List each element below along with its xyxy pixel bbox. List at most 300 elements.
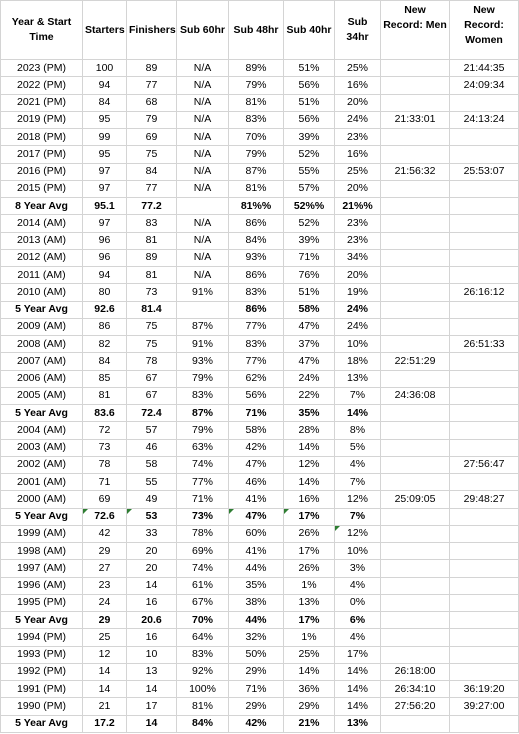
sub34-cell[interactable]: 16% (335, 146, 381, 163)
sub34-cell[interactable]: 10% (335, 336, 381, 353)
finishers-cell[interactable]: 46 (127, 439, 177, 456)
record-men-cell[interactable] (381, 715, 450, 732)
sub48-cell[interactable]: 77% (229, 318, 284, 335)
record-women-cell[interactable] (450, 508, 519, 525)
sub48-cell[interactable]: 62% (229, 370, 284, 387)
record-men-cell[interactable] (381, 456, 450, 473)
starters-cell[interactable]: 86 (83, 318, 127, 335)
record-women-cell[interactable] (450, 663, 519, 680)
sub48-cell[interactable]: 86% (229, 215, 284, 232)
sub40-cell[interactable]: 56% (284, 77, 335, 94)
starters-cell[interactable]: 42 (83, 525, 127, 542)
record-women-cell[interactable] (450, 215, 519, 232)
sub48-cell[interactable]: 86% (229, 301, 284, 318)
sub40-cell[interactable]: 51% (284, 94, 335, 111)
sub40-cell[interactable]: 12% (284, 456, 335, 473)
sub60-cell[interactable]: 83% (177, 646, 229, 663)
sub40-cell[interactable]: 52% (284, 215, 335, 232)
sub40-cell[interactable]: 24% (284, 370, 335, 387)
sub60-cell[interactable]: N/A (177, 232, 229, 249)
starters-cell[interactable]: 17.2 (83, 715, 127, 732)
sub48-cell[interactable]: 38% (229, 594, 284, 611)
sub48-cell[interactable]: 71% (229, 681, 284, 698)
sub34-cell[interactable]: 23% (335, 215, 381, 232)
record-men-cell[interactable]: 25:09:05 (381, 491, 450, 508)
sub40-cell[interactable]: 17% (284, 508, 335, 525)
sub40-cell[interactable]: 37% (284, 336, 335, 353)
record-men-cell[interactable] (381, 646, 450, 663)
record-women-cell[interactable] (450, 301, 519, 318)
record-women-cell[interactable] (450, 577, 519, 594)
record-men-cell[interactable]: 21:56:32 (381, 163, 450, 180)
record-men-cell[interactable] (381, 525, 450, 542)
sub60-cell[interactable]: 100% (177, 681, 229, 698)
sub40-cell[interactable]: 17% (284, 543, 335, 560)
sub48-cell[interactable]: 81% (229, 94, 284, 111)
sub40-cell[interactable]: 16% (284, 491, 335, 508)
record-men-cell[interactable] (381, 198, 450, 215)
finishers-cell[interactable]: 20.6 (127, 612, 177, 629)
year-cell[interactable]: 1992 (PM) (1, 663, 83, 680)
record-women-cell[interactable] (450, 439, 519, 456)
sub48-cell[interactable]: 46% (229, 474, 284, 491)
year-cell[interactable]: 2012 (AM) (1, 249, 83, 266)
finishers-cell[interactable]: 73 (127, 284, 177, 301)
starters-cell[interactable]: 80 (83, 284, 127, 301)
sub34-cell[interactable]: 13% (335, 370, 381, 387)
sub40-cell[interactable]: 1% (284, 577, 335, 594)
header-sub-34hr[interactable]: Sub 34hr (335, 1, 381, 60)
record-men-cell[interactable] (381, 94, 450, 111)
sub48-cell[interactable]: 58% (229, 422, 284, 439)
record-women-cell[interactable]: 24:09:34 (450, 77, 519, 94)
finishers-cell[interactable]: 78 (127, 353, 177, 370)
sub48-cell[interactable]: 86% (229, 267, 284, 284)
record-women-cell[interactable] (450, 594, 519, 611)
sub48-cell[interactable]: 32% (229, 629, 284, 646)
sub40-cell[interactable]: 22% (284, 387, 335, 404)
sub40-cell[interactable]: 39% (284, 129, 335, 146)
sub40-cell[interactable]: 52% (284, 146, 335, 163)
sub48-cell[interactable]: 87% (229, 163, 284, 180)
sub34-cell[interactable]: 14% (335, 405, 381, 422)
record-men-cell[interactable] (381, 508, 450, 525)
year-cell[interactable]: 2015 (PM) (1, 180, 83, 197)
record-women-cell[interactable] (450, 387, 519, 404)
record-women-cell[interactable]: 24:13:24 (450, 111, 519, 128)
header-starters[interactable]: Starters (83, 1, 127, 60)
finishers-cell[interactable]: 17 (127, 698, 177, 715)
record-women-cell[interactable] (450, 715, 519, 732)
sub60-cell[interactable]: 92% (177, 663, 229, 680)
sub34-cell[interactable]: 20% (335, 180, 381, 197)
record-men-cell[interactable] (381, 249, 450, 266)
starters-cell[interactable]: 94 (83, 77, 127, 94)
sub40-cell[interactable]: 28% (284, 422, 335, 439)
sub40-cell[interactable]: 57% (284, 180, 335, 197)
year-cell[interactable]: 2002 (AM) (1, 456, 83, 473)
sub40-cell[interactable]: 29% (284, 698, 335, 715)
sub60-cell[interactable]: N/A (177, 77, 229, 94)
finishers-cell[interactable]: 49 (127, 491, 177, 508)
sub60-cell[interactable]: 87% (177, 318, 229, 335)
sub60-cell[interactable]: N/A (177, 129, 229, 146)
record-men-cell[interactable] (381, 543, 450, 560)
sub48-cell[interactable]: 56% (229, 387, 284, 404)
sub60-cell[interactable]: 63% (177, 439, 229, 456)
record-women-cell[interactable] (450, 129, 519, 146)
year-cell[interactable]: 1996 (AM) (1, 577, 83, 594)
sub60-cell[interactable]: N/A (177, 215, 229, 232)
sub60-cell[interactable]: 64% (177, 629, 229, 646)
year-cell[interactable]: 2001 (AM) (1, 474, 83, 491)
sub40-cell[interactable]: 76% (284, 267, 335, 284)
record-women-cell[interactable]: 39:27:00 (450, 698, 519, 715)
sub40-cell[interactable]: 36% (284, 681, 335, 698)
record-men-cell[interactable]: 26:18:00 (381, 663, 450, 680)
sub40-cell[interactable]: 52%% (284, 198, 335, 215)
sub48-cell[interactable]: 29% (229, 663, 284, 680)
finishers-cell[interactable]: 20 (127, 560, 177, 577)
record-men-cell[interactable] (381, 215, 450, 232)
finishers-cell[interactable]: 16 (127, 594, 177, 611)
record-men-cell[interactable] (381, 129, 450, 146)
finishers-cell[interactable]: 20 (127, 543, 177, 560)
sub48-cell[interactable]: 81% (229, 180, 284, 197)
sub48-cell[interactable]: 42% (229, 439, 284, 456)
sub40-cell[interactable]: 25% (284, 646, 335, 663)
finishers-cell[interactable]: 67 (127, 387, 177, 404)
record-women-cell[interactable]: 25:53:07 (450, 163, 519, 180)
sub60-cell[interactable] (177, 198, 229, 215)
finishers-cell[interactable]: 75 (127, 318, 177, 335)
record-men-cell[interactable] (381, 560, 450, 577)
sub40-cell[interactable]: 13% (284, 594, 335, 611)
year-cell[interactable]: 2000 (AM) (1, 491, 83, 508)
finishers-cell[interactable]: 14 (127, 681, 177, 698)
year-cell[interactable]: 1998 (AM) (1, 543, 83, 560)
sub48-cell[interactable]: 44% (229, 612, 284, 629)
starters-cell[interactable]: 14 (83, 663, 127, 680)
sub40-cell[interactable]: 55% (284, 163, 335, 180)
sub34-cell[interactable]: 14% (335, 681, 381, 698)
starters-cell[interactable]: 73 (83, 439, 127, 456)
record-men-cell[interactable] (381, 180, 450, 197)
starters-cell[interactable]: 96 (83, 249, 127, 266)
sub60-cell[interactable]: N/A (177, 163, 229, 180)
starters-cell[interactable]: 97 (83, 215, 127, 232)
starters-cell[interactable]: 71 (83, 474, 127, 491)
record-men-cell[interactable] (381, 474, 450, 491)
sub60-cell[interactable]: 78% (177, 525, 229, 542)
sub60-cell[interactable]: 73% (177, 508, 229, 525)
record-men-cell[interactable]: 24:36:08 (381, 387, 450, 404)
header-sub-60hr[interactable]: Sub 60hr (177, 1, 229, 60)
record-women-cell[interactable] (450, 94, 519, 111)
header-new-record-women[interactable]: New Record: Women (450, 1, 519, 60)
header-finishers[interactable]: Finishers (127, 1, 177, 60)
sub34-cell[interactable]: 24% (335, 301, 381, 318)
record-men-cell[interactable] (381, 146, 450, 163)
sub34-cell[interactable]: 17% (335, 646, 381, 663)
record-women-cell[interactable] (450, 543, 519, 560)
record-women-cell[interactable] (450, 422, 519, 439)
year-cell[interactable]: 2004 (AM) (1, 422, 83, 439)
finishers-cell[interactable]: 81.4 (127, 301, 177, 318)
sub34-cell[interactable]: 7% (335, 508, 381, 525)
year-cell[interactable]: 2013 (AM) (1, 232, 83, 249)
record-men-cell[interactable] (381, 629, 450, 646)
year-cell[interactable]: 5 Year Avg (1, 715, 83, 732)
record-women-cell[interactable] (450, 180, 519, 197)
finishers-cell[interactable]: 69 (127, 129, 177, 146)
sub40-cell[interactable]: 14% (284, 663, 335, 680)
record-women-cell[interactable] (450, 249, 519, 266)
sub34-cell[interactable]: 23% (335, 232, 381, 249)
year-cell[interactable]: 2018 (PM) (1, 129, 83, 146)
sub60-cell[interactable]: 83% (177, 387, 229, 404)
record-men-cell[interactable] (381, 439, 450, 456)
sub34-cell[interactable]: 10% (335, 543, 381, 560)
starters-cell[interactable]: 78 (83, 456, 127, 473)
record-women-cell[interactable] (450, 405, 519, 422)
sub34-cell[interactable]: 14% (335, 698, 381, 715)
sub40-cell[interactable]: 51% (284, 60, 335, 77)
record-men-cell[interactable]: 22:51:29 (381, 353, 450, 370)
sub60-cell[interactable]: 84% (177, 715, 229, 732)
starters-cell[interactable]: 27 (83, 560, 127, 577)
record-men-cell[interactable] (381, 284, 450, 301)
year-cell[interactable]: 2019 (PM) (1, 111, 83, 128)
sub40-cell[interactable]: 26% (284, 525, 335, 542)
starters-cell[interactable]: 97 (83, 180, 127, 197)
record-men-cell[interactable] (381, 232, 450, 249)
year-cell[interactable]: 2023 (PM) (1, 60, 83, 77)
year-cell[interactable]: 1991 (PM) (1, 681, 83, 698)
finishers-cell[interactable]: 79 (127, 111, 177, 128)
finishers-cell[interactable]: 89 (127, 60, 177, 77)
sub34-cell[interactable]: 24% (335, 111, 381, 128)
sub60-cell[interactable]: 69% (177, 543, 229, 560)
sub34-cell[interactable]: 14% (335, 663, 381, 680)
sub40-cell[interactable]: 39% (284, 232, 335, 249)
year-cell[interactable]: 5 Year Avg (1, 508, 83, 525)
sub60-cell[interactable]: 74% (177, 560, 229, 577)
record-women-cell[interactable] (450, 232, 519, 249)
sub40-cell[interactable]: 51% (284, 284, 335, 301)
starters-cell[interactable]: 14 (83, 681, 127, 698)
record-women-cell[interactable] (450, 474, 519, 491)
starters-cell[interactable]: 72.6 (83, 508, 127, 525)
year-cell[interactable]: 2021 (PM) (1, 94, 83, 111)
sub34-cell[interactable]: 20% (335, 267, 381, 284)
record-women-cell[interactable]: 29:48:27 (450, 491, 519, 508)
finishers-cell[interactable]: 68 (127, 94, 177, 111)
sub34-cell[interactable]: 25% (335, 60, 381, 77)
record-men-cell[interactable] (381, 405, 450, 422)
year-cell[interactable]: 5 Year Avg (1, 301, 83, 318)
finishers-cell[interactable]: 84 (127, 163, 177, 180)
sub60-cell[interactable]: N/A (177, 111, 229, 128)
sub34-cell[interactable]: 7% (335, 387, 381, 404)
finishers-cell[interactable]: 72.4 (127, 405, 177, 422)
sub60-cell[interactable]: 74% (177, 456, 229, 473)
year-cell[interactable]: 1995 (PM) (1, 594, 83, 611)
starters-cell[interactable]: 81 (83, 387, 127, 404)
sub60-cell[interactable]: 77% (177, 474, 229, 491)
finishers-cell[interactable]: 13 (127, 663, 177, 680)
record-men-cell[interactable] (381, 422, 450, 439)
sub40-cell[interactable]: 26% (284, 560, 335, 577)
finishers-cell[interactable]: 14 (127, 715, 177, 732)
record-women-cell[interactable]: 26:16:12 (450, 284, 519, 301)
sub48-cell[interactable]: 83% (229, 284, 284, 301)
header-sub-40hr[interactable]: Sub 40hr (284, 1, 335, 60)
starters-cell[interactable]: 100 (83, 60, 127, 77)
year-cell[interactable]: 2022 (PM) (1, 77, 83, 94)
sub34-cell[interactable]: 4% (335, 577, 381, 594)
sub48-cell[interactable]: 44% (229, 560, 284, 577)
sub40-cell[interactable]: 17% (284, 612, 335, 629)
starters-cell[interactable]: 69 (83, 491, 127, 508)
sub34-cell[interactable]: 34% (335, 249, 381, 266)
year-cell[interactable]: 2003 (AM) (1, 439, 83, 456)
record-men-cell[interactable] (381, 301, 450, 318)
sub60-cell[interactable]: 87% (177, 405, 229, 422)
sub34-cell[interactable]: 24% (335, 318, 381, 335)
year-cell[interactable]: 1994 (PM) (1, 629, 83, 646)
starters-cell[interactable]: 95.1 (83, 198, 127, 215)
sub34-cell[interactable]: 3% (335, 560, 381, 577)
record-women-cell[interactable] (450, 353, 519, 370)
sub60-cell[interactable]: 79% (177, 422, 229, 439)
record-women-cell[interactable]: 21:44:35 (450, 60, 519, 77)
starters-cell[interactable]: 21 (83, 698, 127, 715)
sub60-cell[interactable]: 91% (177, 336, 229, 353)
sub60-cell[interactable]: N/A (177, 60, 229, 77)
starters-cell[interactable]: 94 (83, 267, 127, 284)
sub60-cell[interactable]: 93% (177, 353, 229, 370)
sub48-cell[interactable]: 83% (229, 111, 284, 128)
sub48-cell[interactable]: 84% (229, 232, 284, 249)
sub34-cell[interactable]: 0% (335, 594, 381, 611)
record-women-cell[interactable] (450, 146, 519, 163)
finishers-cell[interactable]: 77 (127, 77, 177, 94)
sub60-cell[interactable]: N/A (177, 146, 229, 163)
sub34-cell[interactable]: 12% (335, 491, 381, 508)
sub48-cell[interactable]: 35% (229, 577, 284, 594)
starters-cell[interactable]: 82 (83, 336, 127, 353)
starters-cell[interactable]: 95 (83, 111, 127, 128)
record-men-cell[interactable] (381, 370, 450, 387)
record-women-cell[interactable]: 36:19:20 (450, 681, 519, 698)
sub48-cell[interactable]: 47% (229, 508, 284, 525)
finishers-cell[interactable]: 57 (127, 422, 177, 439)
starters-cell[interactable]: 29 (83, 543, 127, 560)
record-men-cell[interactable] (381, 267, 450, 284)
year-cell[interactable]: 2008 (AM) (1, 336, 83, 353)
record-women-cell[interactable] (450, 318, 519, 335)
starters-cell[interactable]: 97 (83, 163, 127, 180)
record-men-cell[interactable]: 21:33:01 (381, 111, 450, 128)
record-women-cell[interactable] (450, 370, 519, 387)
finishers-cell[interactable]: 10 (127, 646, 177, 663)
finishers-cell[interactable]: 33 (127, 525, 177, 542)
sub40-cell[interactable]: 56% (284, 111, 335, 128)
starters-cell[interactable]: 83.6 (83, 405, 127, 422)
record-men-cell[interactable]: 26:34:10 (381, 681, 450, 698)
sub48-cell[interactable]: 60% (229, 525, 284, 542)
sub48-cell[interactable]: 70% (229, 129, 284, 146)
sub48-cell[interactable]: 77% (229, 353, 284, 370)
starters-cell[interactable]: 24 (83, 594, 127, 611)
starters-cell[interactable]: 25 (83, 629, 127, 646)
record-men-cell[interactable] (381, 77, 450, 94)
sub34-cell[interactable]: 12% (335, 525, 381, 542)
year-cell[interactable]: 2016 (PM) (1, 163, 83, 180)
starters-cell[interactable]: 92.6 (83, 301, 127, 318)
year-cell[interactable]: 2011 (AM) (1, 267, 83, 284)
record-women-cell[interactable] (450, 198, 519, 215)
sub34-cell[interactable]: 23% (335, 129, 381, 146)
year-cell[interactable]: 1997 (AM) (1, 560, 83, 577)
sub48-cell[interactable]: 50% (229, 646, 284, 663)
header-year-start-time[interactable]: Year & Start Time (1, 1, 83, 60)
sub60-cell[interactable] (177, 301, 229, 318)
starters-cell[interactable]: 85 (83, 370, 127, 387)
starters-cell[interactable]: 72 (83, 422, 127, 439)
finishers-cell[interactable]: 81 (127, 232, 177, 249)
sub48-cell[interactable]: 41% (229, 543, 284, 560)
finishers-cell[interactable]: 55 (127, 474, 177, 491)
record-men-cell[interactable] (381, 577, 450, 594)
sub48-cell[interactable]: 83% (229, 336, 284, 353)
starters-cell[interactable]: 95 (83, 146, 127, 163)
sub34-cell[interactable]: 20% (335, 94, 381, 111)
sub34-cell[interactable]: 18% (335, 353, 381, 370)
year-cell[interactable]: 2005 (AM) (1, 387, 83, 404)
record-men-cell[interactable] (381, 594, 450, 611)
finishers-cell[interactable]: 14 (127, 577, 177, 594)
finishers-cell[interactable]: 16 (127, 629, 177, 646)
starters-cell[interactable]: 99 (83, 129, 127, 146)
finishers-cell[interactable]: 89 (127, 249, 177, 266)
finishers-cell[interactable]: 75 (127, 336, 177, 353)
sub60-cell[interactable]: N/A (177, 180, 229, 197)
sub60-cell[interactable]: 71% (177, 491, 229, 508)
record-women-cell[interactable]: 26:51:33 (450, 336, 519, 353)
finishers-cell[interactable]: 75 (127, 146, 177, 163)
finishers-cell[interactable]: 77 (127, 180, 177, 197)
year-cell[interactable]: 5 Year Avg (1, 612, 83, 629)
finishers-cell[interactable]: 81 (127, 267, 177, 284)
starters-cell[interactable]: 12 (83, 646, 127, 663)
finishers-cell[interactable]: 67 (127, 370, 177, 387)
sub48-cell[interactable]: 41% (229, 491, 284, 508)
year-cell[interactable]: 2007 (AM) (1, 353, 83, 370)
sub34-cell[interactable]: 5% (335, 439, 381, 456)
sub40-cell[interactable]: 58% (284, 301, 335, 318)
sub34-cell[interactable]: 16% (335, 77, 381, 94)
sub60-cell[interactable]: N/A (177, 94, 229, 111)
sub40-cell[interactable]: 35% (284, 405, 335, 422)
finishers-cell[interactable]: 58 (127, 456, 177, 473)
sub34-cell[interactable]: 7% (335, 474, 381, 491)
sub34-cell[interactable]: 6% (335, 612, 381, 629)
sub34-cell[interactable]: 19% (335, 284, 381, 301)
record-women-cell[interactable] (450, 525, 519, 542)
starters-cell[interactable]: 23 (83, 577, 127, 594)
